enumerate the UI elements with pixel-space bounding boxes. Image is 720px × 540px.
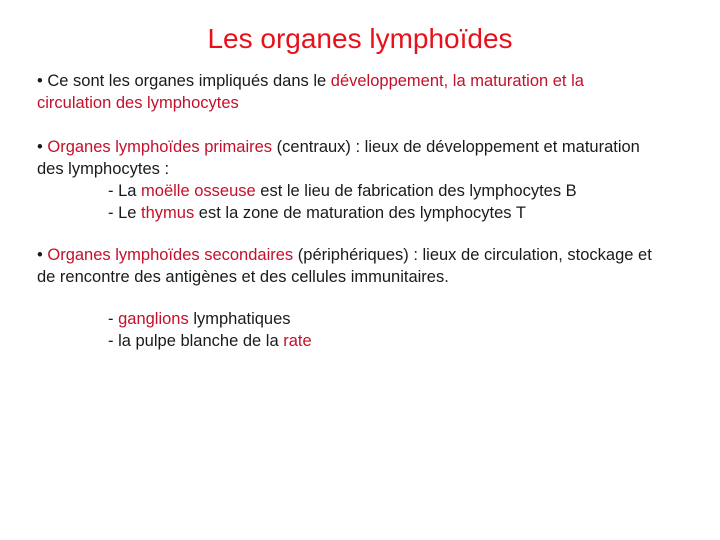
bullet: • <box>37 138 48 156</box>
primary-line-2: des lymphocytes : <box>37 160 170 178</box>
secondary-organs-paragraph <box>37 244 717 288</box>
intro-line-1 <box>37 70 717 92</box>
item-prefix: - la pulpe blanche de la <box>108 332 284 350</box>
primary-line-1 <box>37 136 717 158</box>
primary-organs-description: (centraux) : lieux de développement et maturation <box>272 138 640 156</box>
spleen-term: rate <box>283 332 312 350</box>
bullet: • <box>37 246 48 264</box>
bone-marrow-term: moëlle osseuse <box>141 182 256 200</box>
slide-title: Les organes lymphoïdes <box>207 23 513 54</box>
item-suffix: est le lieu de fabrication des lymphocytes B <box>255 182 577 200</box>
secondary-item-ganglions <box>37 308 717 330</box>
secondary-item-spleen <box>37 330 717 352</box>
secondary-line-2: de rencontre des antigènes et des cellules immunitaires. <box>37 268 449 286</box>
primary-organs-paragraph <box>37 136 717 224</box>
thymus-term: thymus <box>141 204 195 222</box>
secondary-line-1 <box>37 244 717 266</box>
intro-text: • Ce sont les organes impliqués dans le <box>37 72 331 90</box>
ganglions-term: ganglions <box>118 310 189 328</box>
item-suffix: lymphatiques <box>188 310 291 328</box>
item-prefix: - La <box>108 182 142 200</box>
item-suffix: est la zone de maturation des lymphocytes T <box>194 204 526 222</box>
intro-highlight-1: développement, la maturation et la <box>330 72 584 90</box>
intro-paragraph <box>37 70 717 114</box>
secondary-organs-description: (périphériques) : lieux de circulation, stockage et <box>293 246 652 264</box>
item-prefix: - Le <box>108 204 142 222</box>
primary-item-bone-marrow <box>37 180 717 202</box>
intro-highlight-2: circulation des lymphocytes <box>37 94 239 112</box>
item-prefix: - <box>108 310 119 328</box>
primary-item-thymus <box>37 202 717 224</box>
secondary-organs-term: Organes lymphoïdes secondaires <box>47 246 294 264</box>
secondary-organs-list <box>37 308 717 352</box>
primary-organs-term: Organes lymphoïdes primaires <box>47 138 273 156</box>
